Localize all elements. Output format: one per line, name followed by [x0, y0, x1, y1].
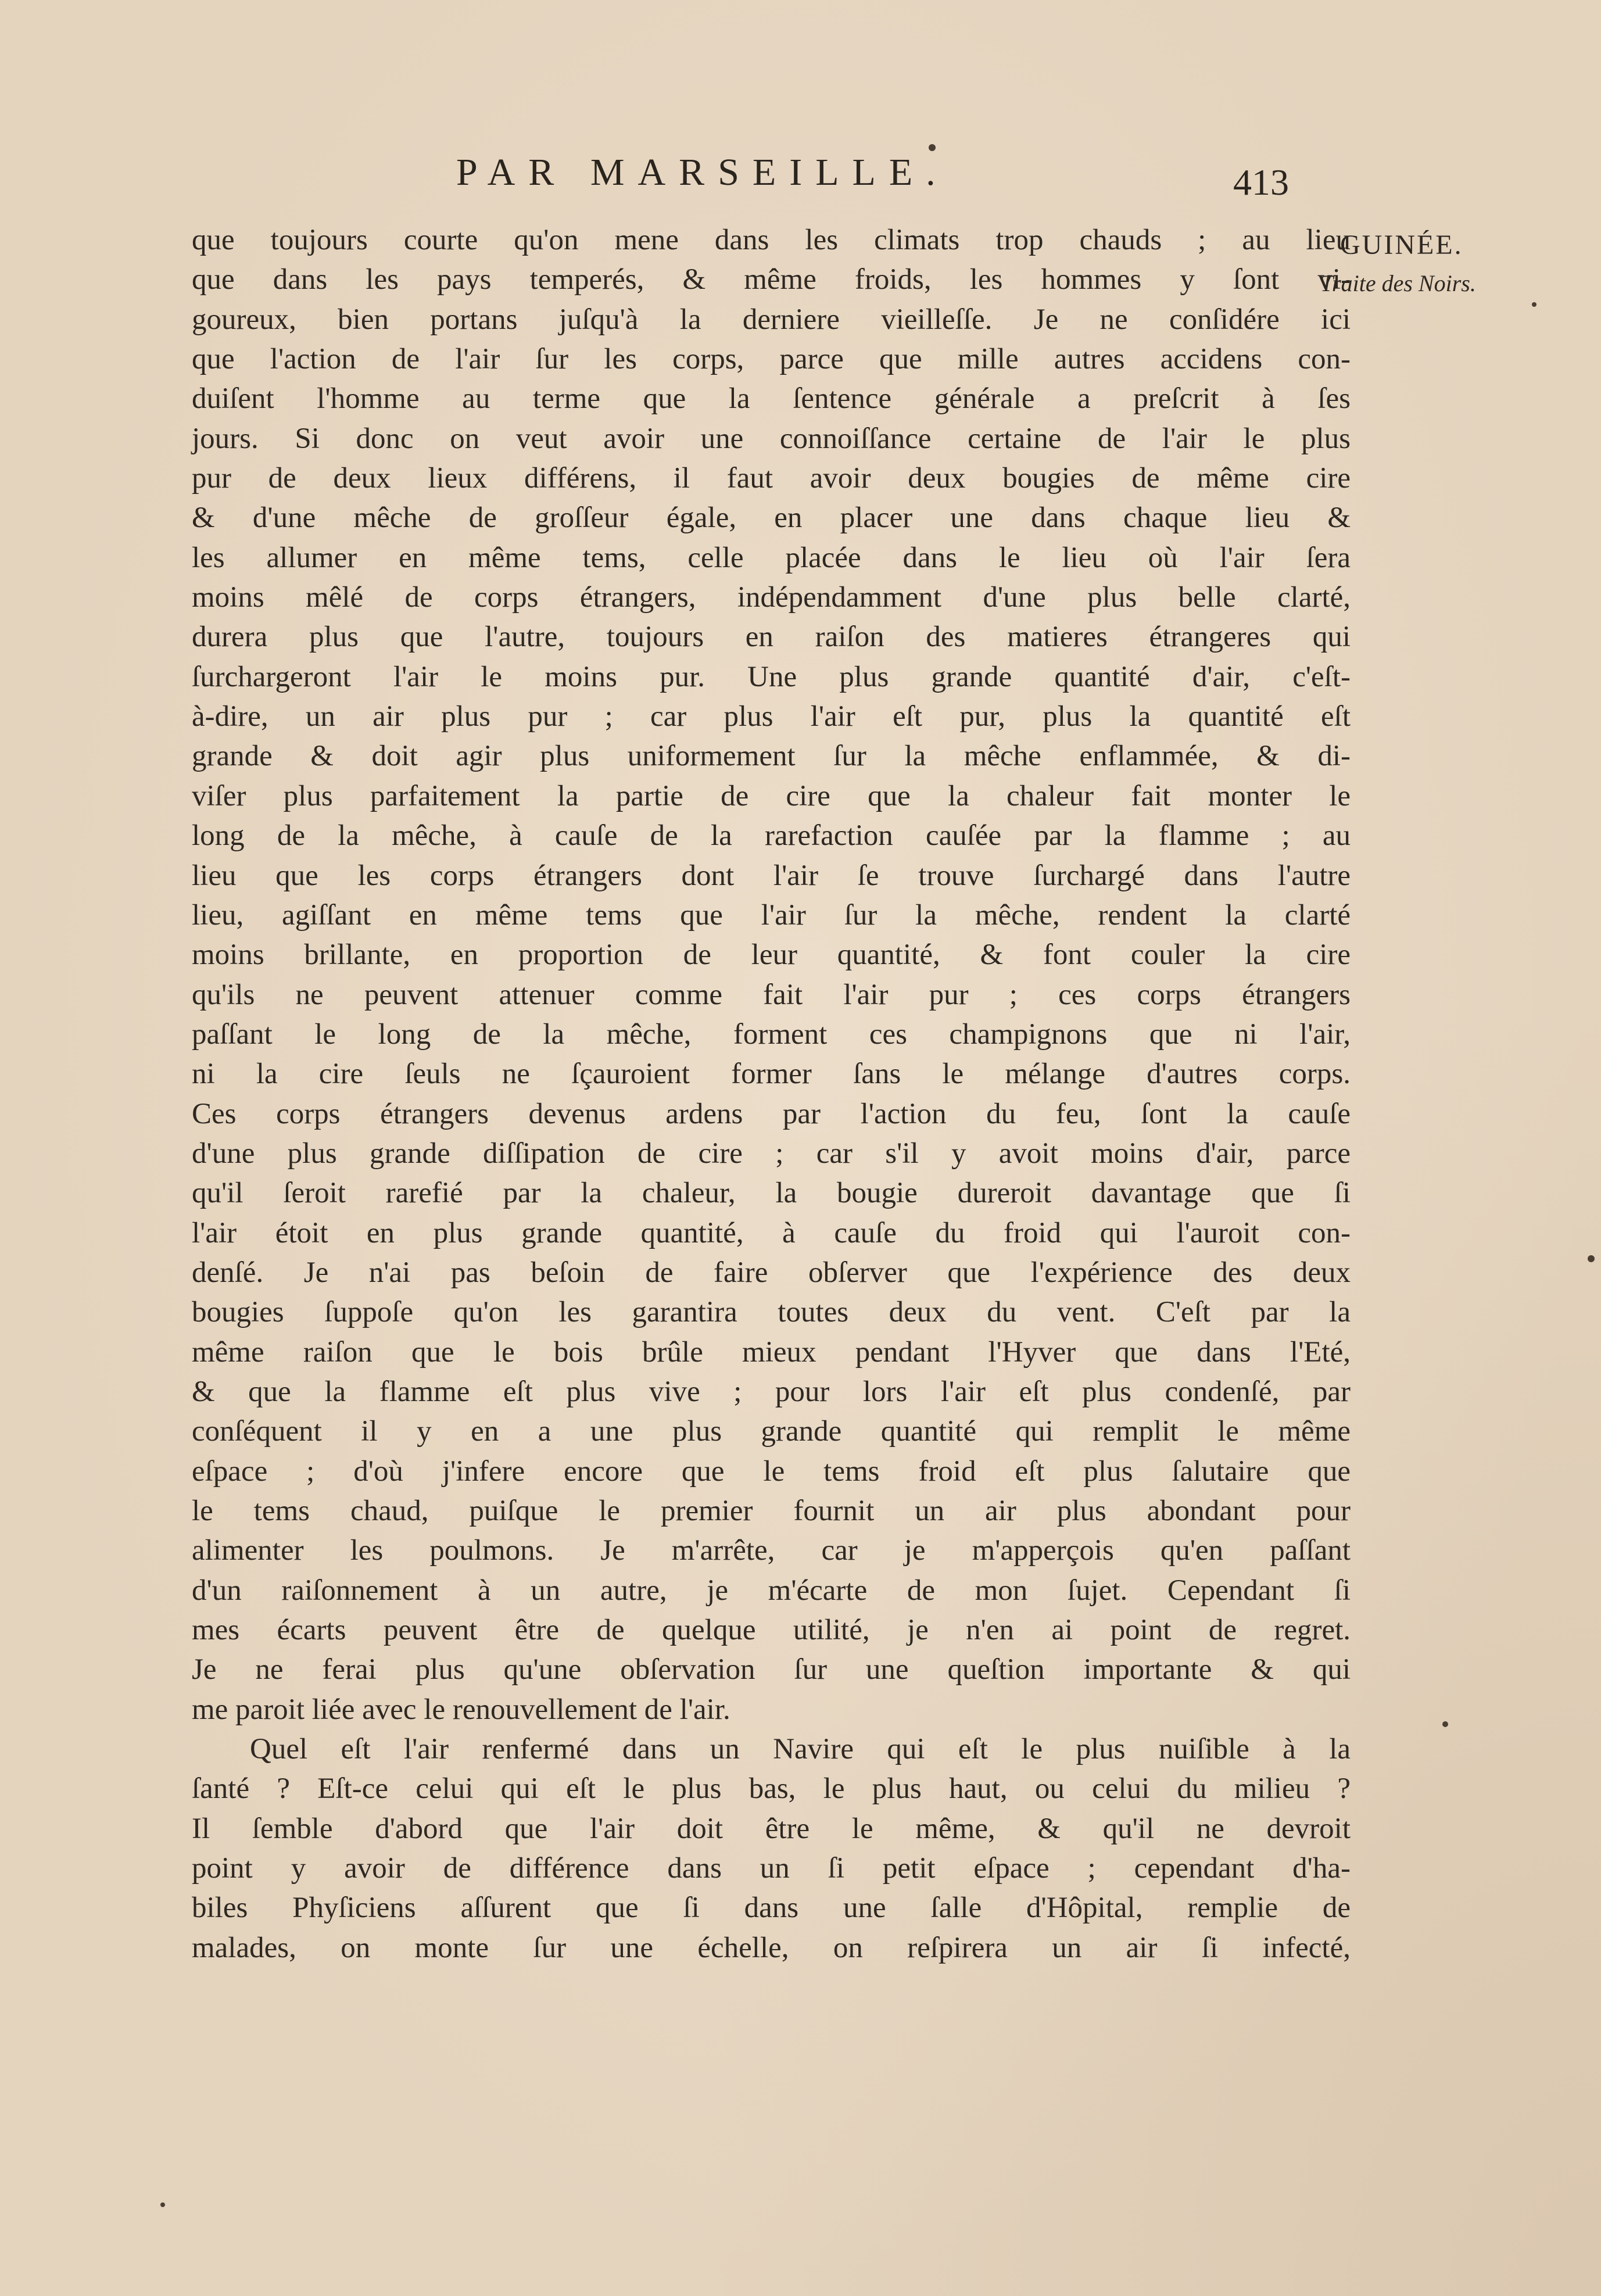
- text-line: & que la flamme eſt plus vive ; pour lors l'air eſt plus condenſé, par: [192, 1375, 1351, 1408]
- page-number: 413: [1233, 162, 1289, 203]
- text-line: biles Phyſiciens aſſurent que ſi dans une ſalle d'Hôpital, remplie de: [192, 1892, 1351, 1925]
- text-line: bougies ſuppoſe qu'on les garantira toutes deux du vent. C'eſt par la: [192, 1296, 1351, 1329]
- text-line: ſanté ? Eſt-ce celui qui eſt le plus bas, le plus haut, ou celui du milieu ?: [192, 1772, 1351, 1806]
- text-line: pur de deux lieux différens, il faut avoir deux bougies de même cire: [192, 462, 1351, 495]
- paper-speck: [1442, 1721, 1448, 1727]
- text-line: paſſant le long de la mêche, forment ces champignons que ni l'air,: [192, 1018, 1351, 1051]
- text-line: jours. Si donc on veut avoir une connoiſſance certaine de l'air le plus: [192, 422, 1351, 455]
- paper-speck: [160, 2202, 165, 2207]
- margin-note-topic: Traite des Noirs.: [1320, 270, 1476, 296]
- text-line: qu'ils ne peuvent attenuer comme fait l'air pur ; ces corps étrangers: [192, 978, 1351, 1011]
- margin-note-region: GUINÉE.: [1340, 230, 1463, 260]
- text-line: que l'action de l'air ſur les corps, parce que mille autres accidens con-: [192, 343, 1351, 376]
- text-line: malades, on monte ſur une échelle, on reſpirera un air ſi infecté,: [192, 1931, 1351, 1964]
- text-line: durera plus que l'autre, toujours en raiſon des matieres étrangeres qui: [192, 621, 1351, 654]
- text-line: eſpace ; d'où j'infere encore que le tems froid eſt plus ſalutaire que: [192, 1455, 1351, 1488]
- text-line: Quel eſt l'air renfermé dans un Navire qui eſt le plus nuiſible à la: [250, 1733, 1351, 1766]
- text-line: me paroit liée avec le renouvellement de l'air.: [192, 1693, 730, 1726]
- text-line: goureux, bien portans juſqu'à la derniere vieilleſſe. Je ne conſidére ici: [192, 303, 1351, 336]
- text-line: que dans les pays temperés, & même froids, les hommes y ſont vi-: [192, 263, 1351, 296]
- text-line: denſé. Je n'ai pas beſoin de faire obſerver que l'expérience des deux: [192, 1256, 1351, 1289]
- paper-speck: [1588, 1255, 1595, 1262]
- text-line: alimenter les poulmons. Je m'arrête, car je m'apperçois qu'en paſſant: [192, 1534, 1351, 1567]
- text-line: d'un raiſonnement à un autre, je m'écarte de mon ſujet. Cependant ſi: [192, 1574, 1351, 1607]
- text-line: l'air étoit en plus grande quantité, à cauſe du froid qui l'auroit con-: [192, 1216, 1351, 1249]
- text-line: moins brillante, en proportion de leur quantité, & font couler la cire: [192, 939, 1351, 972]
- paper-speck: [929, 144, 936, 151]
- text-line: lieu, agiſſant en même tems que l'air ſur la mêche, rendent la clarté: [192, 898, 1351, 932]
- text-line: ſurchargeront l'air le moins pur. Une plus grande quantité d'air, c'eſt-: [192, 660, 1351, 693]
- text-line: Je ne ferai plus qu'une obſervation ſur une queſtion importante & qui: [192, 1653, 1351, 1686]
- paper-speck: [1532, 302, 1536, 307]
- text-line: mes écarts peuvent être de quelque utilité, je n'en ai point de regret.: [192, 1614, 1351, 1647]
- text-line: même raiſon que le bois brûle mieux pendant l'Hyver que dans l'Eté,: [192, 1335, 1351, 1369]
- text-line: lieu que les corps étrangers dont l'air ſe trouve ſurchargé dans l'autre: [192, 859, 1351, 892]
- text-line: grande & doit agir plus uniformement ſur la mêche enflammée, & di-: [192, 740, 1351, 773]
- text-line: point y avoir de différence dans un ſi petit eſpace ; cependant d'ha-: [192, 1852, 1351, 1885]
- text-line: long de la mêche, à cauſe de la rarefaction cauſée par la flamme ; au: [192, 819, 1351, 853]
- text-line: le tems chaud, puiſque le premier fournit un air plus abondant pour: [192, 1495, 1351, 1527]
- body-text: [192, 220, 1351, 1968]
- text-line: moins mêlé de corps étrangers, indépendamment d'une plus belle clarté,: [192, 581, 1351, 614]
- text-line: à-dire, un air plus pur ; car plus l'air eſt pur, plus la quantité eſt: [192, 700, 1351, 733]
- text-line: Il ſemble d'abord que l'air doit être le même, & qu'il ne devroit: [192, 1812, 1351, 1845]
- text-line: Ces corps étrangers devenus ardens par l'action du feu, ſont la cauſe: [192, 1097, 1351, 1130]
- text-line: viſer plus parfaitement la partie de cire que la chaleur fait monter le: [192, 779, 1351, 812]
- text-line: les allumer en même tems, celle placée dans le lieu où l'air ſera: [192, 541, 1351, 574]
- text-line: qu'il ſeroit rarefié par la chaleur, la bougie dureroit davantage que ſi: [192, 1177, 1351, 1210]
- text-line: que toujours courte qu'on mene dans les climats trop chauds ; au lieu: [192, 224, 1351, 256]
- text-line: & d'une mêche de groſſeur égale, en placer une dans chaque lieu &: [192, 502, 1351, 535]
- text-line: d'une plus grande diſſipation de cire ; car s'il y avoit moins d'air, parce: [192, 1137, 1351, 1170]
- text-line: ni la cire ſeuls ne ſçauroient former ſans le mélange d'autres corps.: [192, 1058, 1351, 1091]
- running-title: PAR MARSEILLE.: [456, 151, 949, 194]
- text-line: duiſent l'homme au terme que la ſentence générale a preſcrit à ſes: [192, 382, 1351, 415]
- text-line: conſéquent il y en a une plus grande quantité qui remplit le même: [192, 1415, 1351, 1448]
